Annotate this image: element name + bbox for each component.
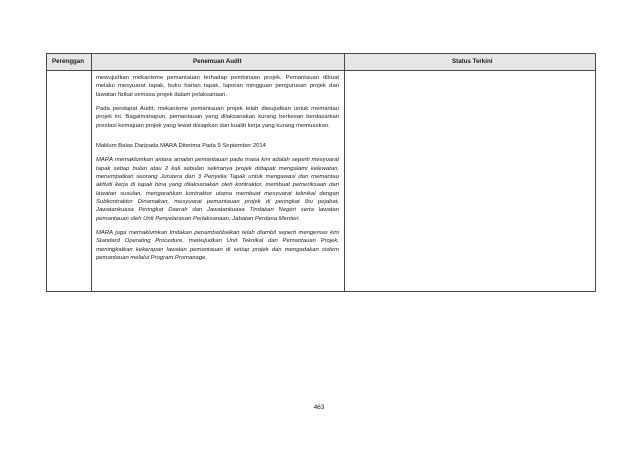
column-divider-1	[91, 54, 92, 291]
penemuan-audit-cell	[96, 74, 339, 268]
table-header-row	[47, 54, 595, 71]
audit-opinion-paragraph: Pada pendapat Audit, mekanisme pemantauan projek telah diwujudkan untuk memantau projek ini. Bagaimanapun, pemantauan yang dilaksanakan kurang berkesan berdasarkan prestasi kemajuan projek yang lewat disiapkan dan kualiti kerja yang kurang memuaskan.	[96, 106, 339, 129]
header-penemuan-audit: Penemuan Audit	[193, 58, 242, 65]
mara-response-paragraph: MARA memaklumkan antara amalan pemantauan pada masa kini adalah seperti mesyuarat tapak setiap bulan atau 2 kali sebulan sekiranya projek didapati mengalami kelewatan, menempatkan seorang Jurutera dan 3 Penyelia Tapak untuk mengawasi dan memantau aktiviti kerja di tapak bina yang dilaksanakan oleh kontraktor, membuat pemeriksaan dan lawatan susulan, mengarahkan kontraktor utama membuat mesyuarat teknikal dengan Subkontraktor Dinamakan, mesyuarat pemantauan projek di peringkat Ibu pejabat, Jawatankuasa Peringkat Daerah dan Jawatankuasa Tindakan Negeri serta lawatan pemantauan oleh Unit Penyelarasan Perlaksanaan, Jabatan Perdana Menteri.	[96, 157, 339, 222]
mara-improvement-paragraph: MARA juga memaklumkan tindakan penambahbaikan telah diambil seperti mengemas kini Standard Operating Procedure, mewujudkan Unit Teknikal dan Pemantauan Projek, meningkatkan kekerapan lawatan pemantauan di setiap projek dan mengadakan sistem pemantauan melalui Program Promanage.	[96, 230, 339, 261]
column-divider-2	[344, 54, 345, 291]
finding-paragraph: mewujudkan mekanisme pemantauan terhadap pembinaan projek. Pemantauan dibuat melalui mesyuarat tapak, buku harian tapak, laporan mingguan pengurusan projek dan lawatan fizikal semasa projek dalam pelaksanaan.	[96, 75, 339, 98]
mara-response-heading: Maklum Balas Daripada MARA Diterima Pada 9 September 2014	[96, 142, 266, 149]
audit-table	[46, 53, 596, 292]
header-status-terkini: Status Terkini	[452, 58, 493, 65]
page-number: 463	[313, 404, 325, 411]
header-perenggan: Perenggan	[52, 58, 84, 65]
